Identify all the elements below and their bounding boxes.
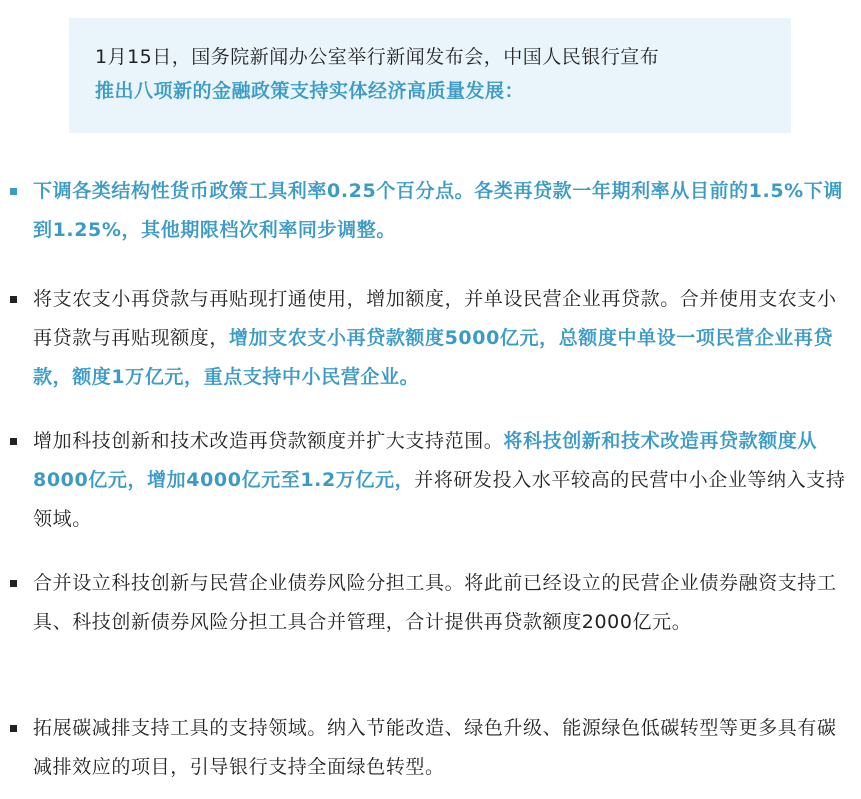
policy-text: 增加科技创新和技术改造再贷款额度并扩大支持范围。 (33, 430, 504, 452)
policy-text: 拓展碳减排支持工具的支持领域。纳入节能改造、绿色升级、能源绿色低碳转型等更多具有碳减排效应的项目，引导银行支持全面绿色转型。 (33, 717, 837, 778)
policy-text: 并将研发投入水平较高的民营中小企业等纳入支持领域。 (33, 469, 846, 530)
policy-item-text (33, 564, 855, 642)
policy-text-highlight: 下调各类结构性货币政策工具利率0.25个百分点。各类再贷款一年期利率从目前的1.5%下调到1.25%，其他期限档次利率同步调整。 (33, 180, 843, 241)
intro-highlight: 推出八项新的金融政策支持实体经济高质量发展： (95, 80, 525, 102)
policy-item-text (33, 172, 855, 250)
bullet-marker (10, 296, 17, 303)
policy-item-1 (10, 172, 855, 250)
policy-item-4 (10, 564, 855, 642)
bullet-marker (10, 725, 17, 732)
policy-item-text (33, 709, 855, 787)
policy-text-highlight: 增加支农支小再贷款额度5000亿元，总额度中单设一项民营企业再贷款，额度1万亿元，重点支持中小民营企业。 (33, 327, 834, 388)
bullet-marker (10, 438, 17, 445)
policy-item-3 (10, 422, 855, 539)
bullet-marker (10, 188, 17, 195)
policy-item-2 (10, 280, 855, 397)
intro-callout (69, 18, 791, 133)
policy-item-text (33, 280, 855, 397)
policy-text: 合并设立科技创新与民营企业债券风险分担工具。将此前已经设立的民营企业债券融资支持工具、科技创新债券风险分担工具合并管理，合计提供再贷款额度2000亿元。 (33, 572, 837, 633)
bullet-marker (10, 580, 17, 587)
policy-item-text (33, 422, 855, 539)
policy-text-highlight: 将科技创新和技术改造再贷款额度从8000亿元，增加4000亿元至1.2万亿元， (33, 430, 818, 491)
policy-text: 将支农支小再贷款与再贴现打通使用，增加额度，并单设民营企业再贷款。合并使用支农支小再贷款与再贴现额度， (33, 288, 837, 349)
intro-text: 1月15日，国务院新闻办公室举行新闻发布会，中国人民银行宣布 (95, 46, 660, 68)
policy-item-5 (10, 709, 855, 787)
